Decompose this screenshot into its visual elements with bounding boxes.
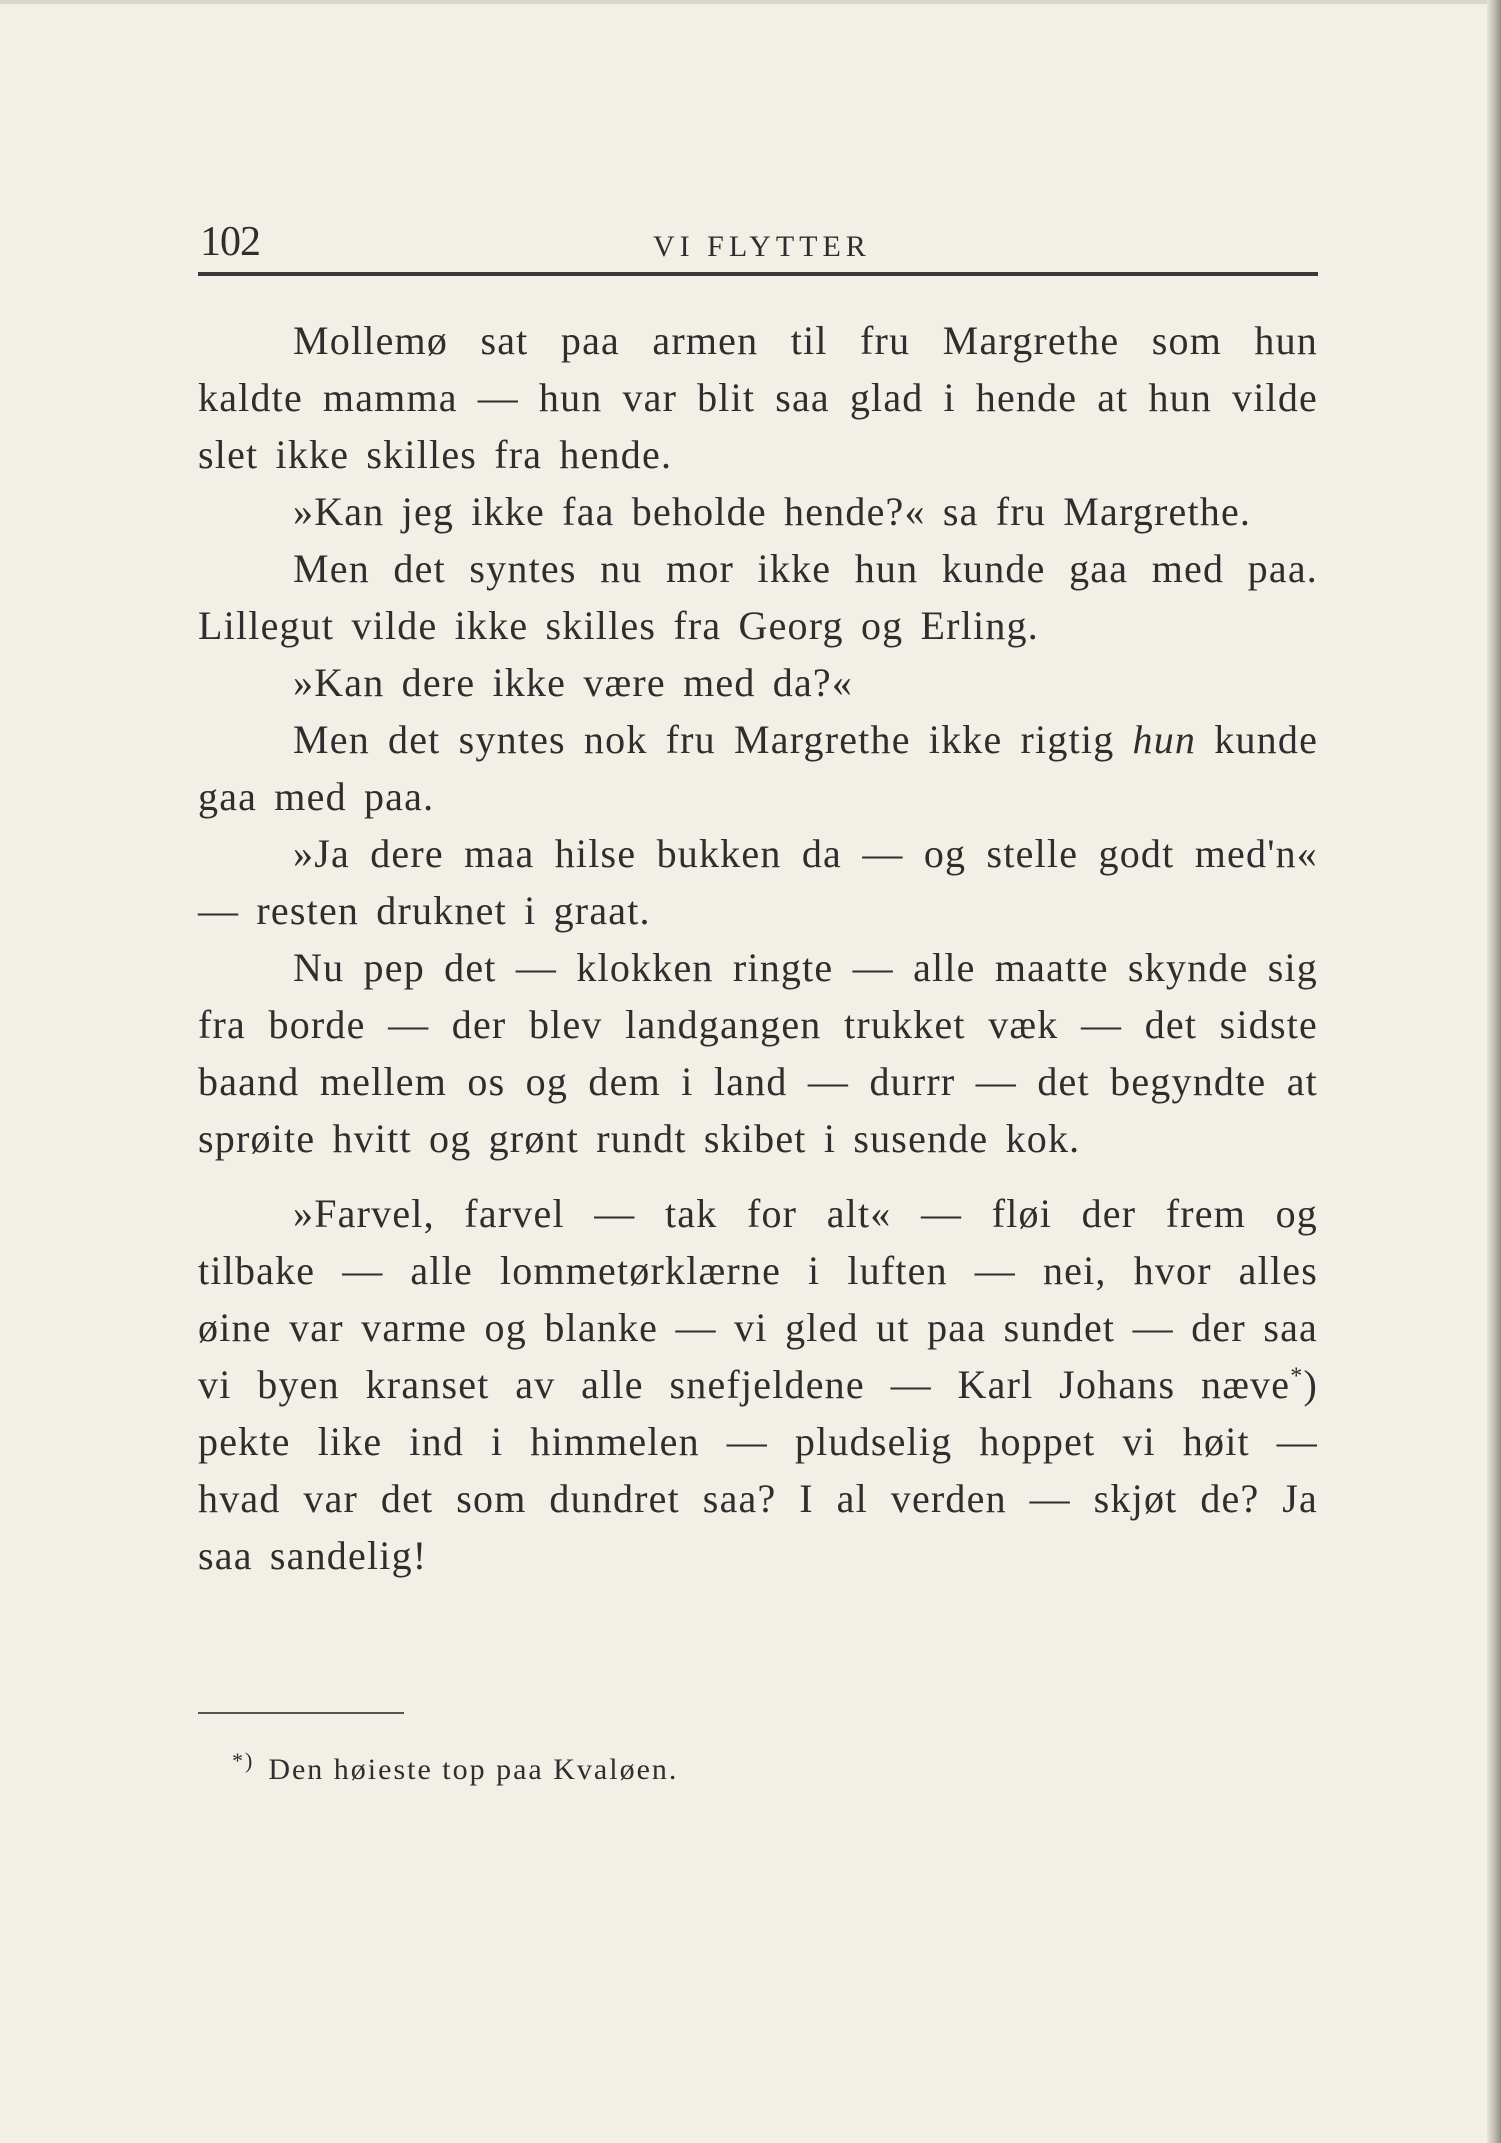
paragraph-8 [198,1185,1318,1584]
paragraph-1: Mollemø sat paa armen til fru Margrethe som hun kaldte mamma — hun var blit saa glad i hende at hun vilde slet ikke skilles fra hende. [198,318,1318,477]
page-header [198,218,1318,278]
paragraph-6: »Ja dere maa hilse bukken da — og stelle godt med'n« — resten druknet i graat. [198,831,1318,933]
page-number: 102 [200,219,260,265]
body-text [198,312,1318,1584]
paragraph-7: Nu pep det — klokken ringte — alle maatte skynde sig fra borde — der blev landgangen trukket væk — det sidste baand mellem os og dem i land — durrr — det begyndte at sprøite hvitt og grønt rundt skibet i susende kok. [198,945,1318,1161]
footnote-rule [198,1712,404,1714]
paragraph-4: »Kan dere ikke være med da?« [293,660,854,705]
footnote-text: Den høieste top paa Kvaløen. [268,1753,679,1786]
header-rule [198,272,1318,276]
paragraph-8-start: »Farvel, farvel — tak for alt« — fløi der frem og tilbake — alle lommetørklærne i luften — nei, hvor alles øine var varme og blanke — vi gled ut paa sundet — der saa vi byen kranset av alle snefjeldene — Karl Johans næve [198,1191,1318,1407]
paragraph-2: »Kan jeg ikke faa beholde hende?« sa fru Margrethe. [293,489,1252,534]
paragraph-5-start: Men det syntes nok fru Margrethe ikke rigtig [293,717,1115,762]
footnote-reference[interactable]: * [1290,1363,1304,1390]
paragraph-3: Men det syntes nu mor ikke hun kunde gaa med paa. Lillegut vilde ikke skilles fra Georg og Erling. [198,546,1318,648]
footnote [232,1748,678,1787]
running-title: VI FLYTTER [653,230,871,263]
italic-emphasis: hun [1132,717,1197,762]
paragraph-8-end: ) pekte like ind i himmelen — pludselig hoppet vi høit — hvad var det som dundret saa? I al verden — skjøt de? Ja saa sandelig! [198,1362,1318,1578]
page-right-edge [1487,0,1501,2143]
page-top-edge [0,0,1501,4]
paragraph-5-end: kunde gaa med paa. [198,717,1319,819]
footnote-marker: *) [232,1748,255,1773]
paragraph-5 [198,711,1318,825]
